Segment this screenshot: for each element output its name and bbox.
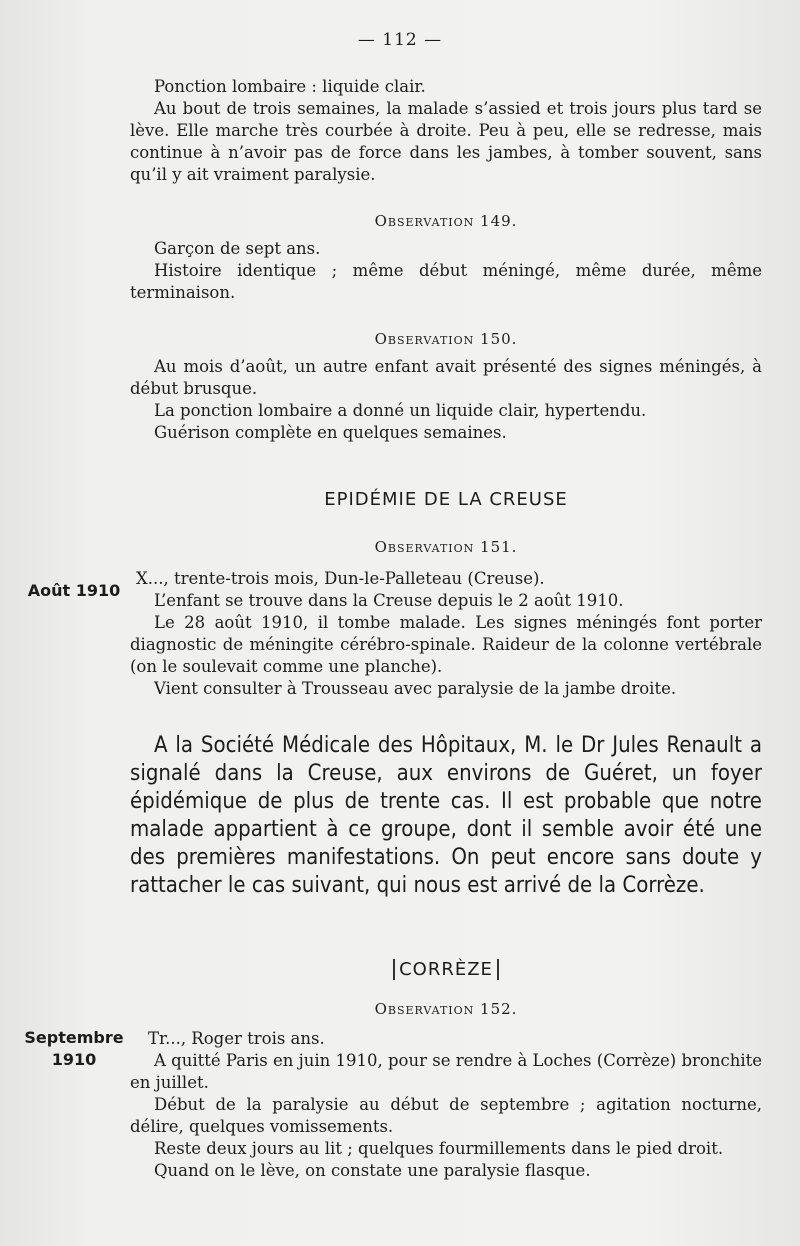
observation-title: Observation 151. bbox=[374, 538, 518, 556]
paragraph: La ponction lombaire a donné un liquide clair, hypertendu. bbox=[154, 401, 647, 420]
paragraph: Début de la paralysie au début de septembre ; agitation nocturne, délire, quelques vomissements. bbox=[130, 1095, 762, 1136]
paragraph: Reste deux jours au lit ; quelques fourmillements dans le pied droit. bbox=[154, 1139, 724, 1158]
section-title-correze bbox=[130, 958, 762, 982]
intro-block bbox=[130, 76, 762, 186]
paragraph: L’enfant se trouve dans la Creuse depuis le 2 août 1910. bbox=[154, 591, 624, 610]
margin-date: Août 1910 bbox=[27, 581, 121, 600]
paragraph: A quitté Paris en juin 1910, pour se rendre à Loches (Corrèze) bronchite en juillet. bbox=[130, 1051, 762, 1092]
observation-151 bbox=[130, 536, 762, 700]
observation-title: Observation 149. bbox=[374, 212, 518, 230]
observation-title: Observation 152. bbox=[374, 1000, 518, 1018]
paragraph: Au mois d’août, un autre enfant avait présenté des signes méningés, à début brusque. bbox=[130, 357, 762, 398]
paragraph: Quand on le lève, on constate une paralysie flasque. bbox=[154, 1161, 591, 1180]
paragraph: Guérison complète en quelques semaines. bbox=[154, 423, 507, 442]
paragraph: Garçon de sept ans. bbox=[154, 239, 321, 258]
commentary-paragraph: A la Société Médicale des Hôpitaux, M. le Dr Jules Renault a signalé dans la Creuse, aux environs de Guéret, un foyer épidémique de plus de trente cas. Il est probable que notre malade appartient à ce groupe, dont il semble avoir été une des premières manifestations. On peut encore sans doute y rattacher le cas suivant, qui nous est arrivé de la Corrèze. bbox=[130, 733, 762, 898]
observation-149 bbox=[130, 210, 762, 304]
paragraph: Tr..., Roger trois ans. bbox=[148, 1029, 325, 1048]
paragraph: Au bout de trois semaines, la malade s’assied et trois jours plus tard se lève. Elle marche très courbée à droite. Peu à peu, elle se redresse, mais continue à n’avoir pas de force dans les jambes, à tomber souvent, sans qu’il y ait vraiment paralysie. bbox=[130, 99, 762, 184]
margin-date bbox=[18, 1027, 130, 1071]
observation-150 bbox=[130, 328, 762, 444]
commentary-block bbox=[130, 732, 762, 900]
paragraph: Ponction lombaire : liquide clair. bbox=[154, 77, 426, 96]
section-title-text: CORRÈZE bbox=[393, 959, 499, 980]
paragraph: Histoire identique ; même début méningé, même durée, même terminaison. bbox=[130, 261, 762, 302]
section-title-creuse: EPIDÉMIE DE LA CREUSE bbox=[324, 489, 568, 510]
observation-152 bbox=[130, 998, 762, 1182]
page-number: — 112 — bbox=[357, 30, 443, 50]
observation-title: Observation 150. bbox=[374, 330, 518, 348]
paragraph: Vient consulter à Trousseau avec paralysie de la jambe droite. bbox=[154, 679, 677, 698]
paragraph: Le 28 août 1910, il tombe malade. Les signes méningés font porter diagnostic de méningite cérébro-spinale. Raideur de la colonne vertébrale (on le soulevait comme une planche). bbox=[130, 613, 762, 676]
margin-date-year: 1910 bbox=[51, 1050, 97, 1069]
paragraph: X..., trente-trois mois, Dun-le-Palleteau (Creuse). bbox=[136, 569, 545, 588]
margin-date-month: Septembre bbox=[24, 1028, 124, 1047]
